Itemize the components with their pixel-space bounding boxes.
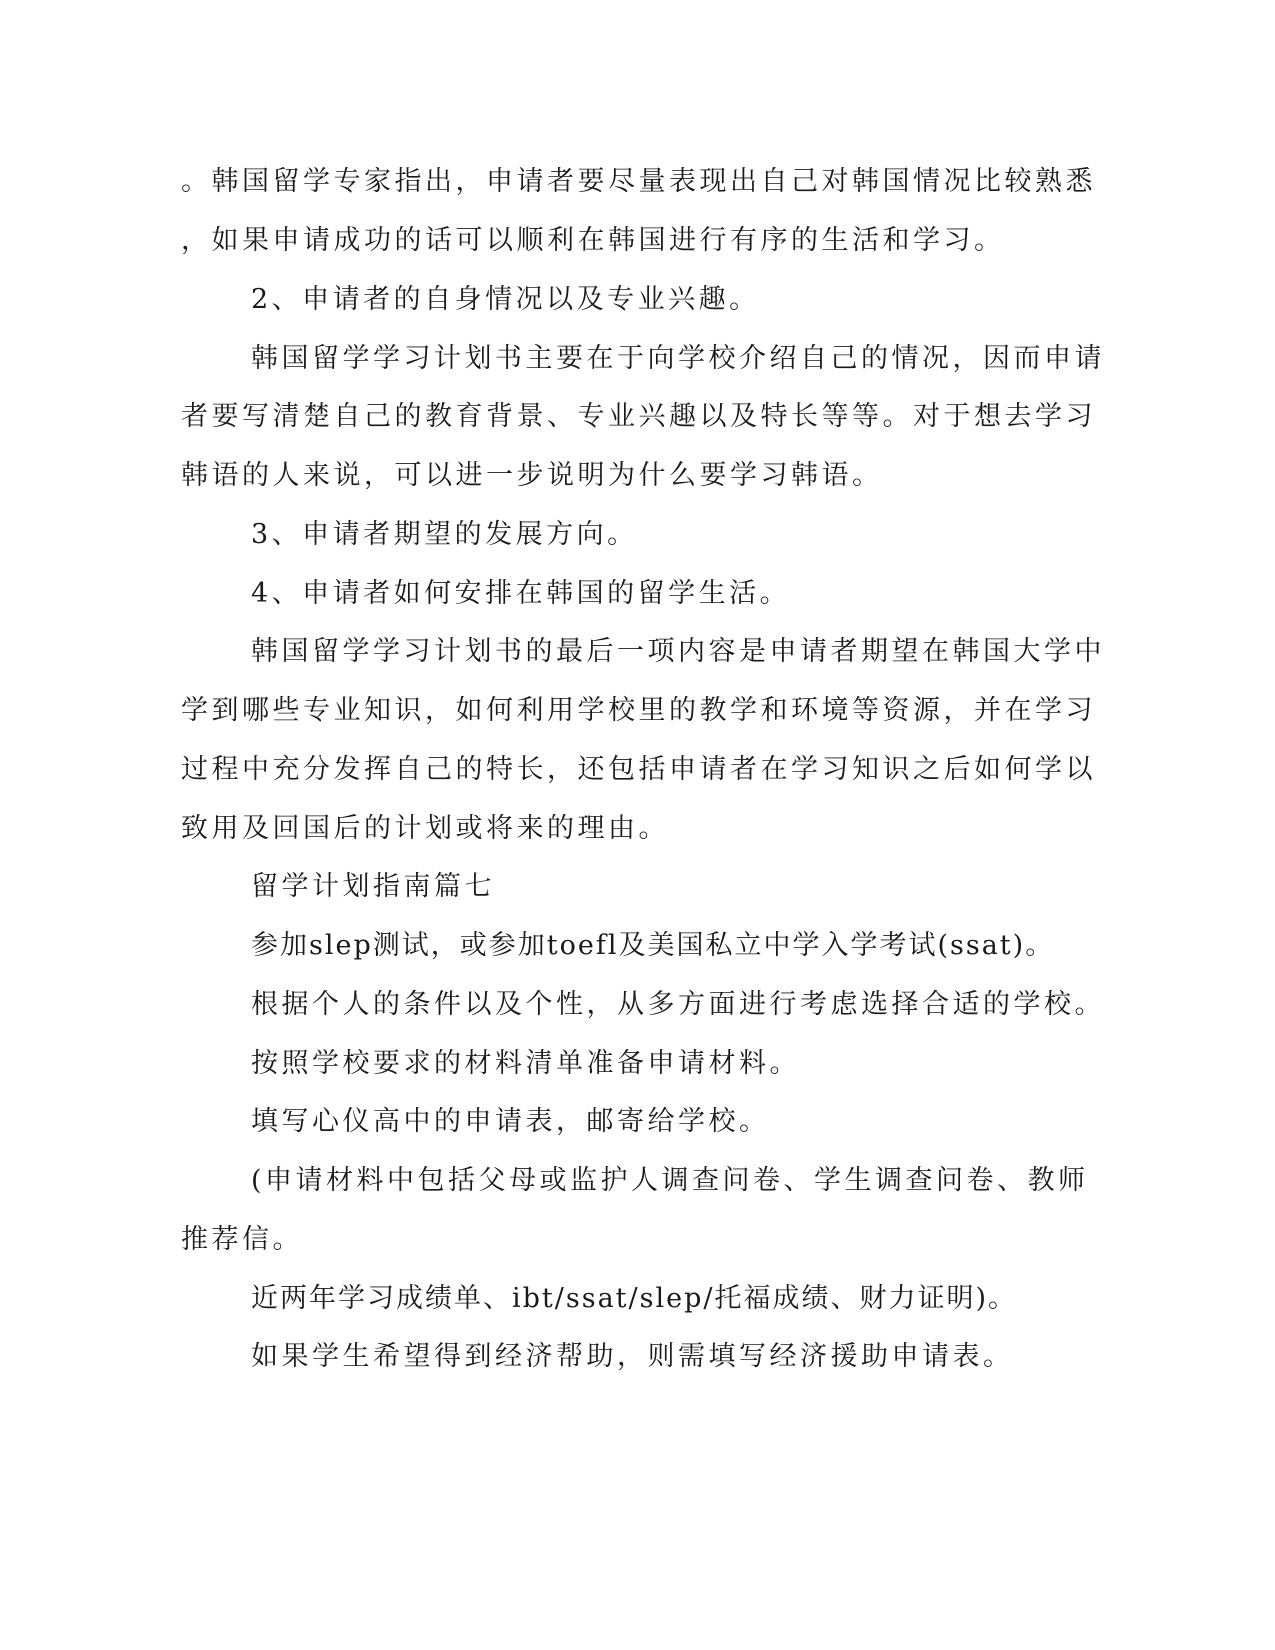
paragraph-line: 填写心仪高中的申请表，邮寄给学校。 bbox=[251, 1106, 770, 1137]
paragraph-line: 过程中充分发挥自己的特长，还包括申请者在学习知识之后如何学以 bbox=[181, 754, 1096, 785]
paragraph-line: 近两年学习成绩单、ibt/ssat/slep/托福成绩、财力证明)。 bbox=[251, 1283, 1018, 1314]
list-item: 4、申请者如何安排在韩国的留学生活。 bbox=[251, 578, 791, 609]
paragraph-line: (申请材料中包括父母或监护人调查问卷、学生调查问卷、教师 bbox=[251, 1165, 1089, 1196]
paragraph-line: 参加slep测试，或参加toefl及美国私立中学入学考试(ssat)。 bbox=[251, 930, 1055, 961]
text-line: ，如果申请成功的话可以顺利在韩国进行有序的生活和学习。 bbox=[181, 225, 1005, 256]
paragraph-line: 推荐信。 bbox=[181, 1224, 303, 1255]
list-item: 2、申请者的自身情况以及专业兴趣。 bbox=[251, 284, 760, 315]
paragraph-line: 者要写清楚自己的教育背景、专业兴趣以及特长等等。对于想去学习 bbox=[181, 401, 1096, 432]
paragraph-line: 致用及回国后的计划或将来的理由。 bbox=[181, 813, 669, 844]
paragraph-line: 学到哪些专业知识，如何利用学校里的教学和环境等资源，并在学习 bbox=[181, 695, 1096, 726]
paragraph-line: 如果学生希望得到经济帮助，则需填写经济援助申请表。 bbox=[251, 1341, 1014, 1372]
paragraph-line: 韩国留学学习计划书主要在于向学校介绍自己的情况，因而申请 bbox=[251, 343, 1105, 374]
paragraph-line: 根据个人的条件以及个性，从多方面进行考虑选择合适的学校。 bbox=[251, 989, 1105, 1020]
paragraph-line: 按照学校要求的材料清单准备申请材料。 bbox=[251, 1048, 800, 1079]
section-heading: 留学计划指南篇七 bbox=[251, 871, 495, 902]
text-line: 。韩国留学专家指出，申请者要尽量表现出自己对韩国情况比较熟悉 bbox=[181, 166, 1096, 197]
paragraph-line: 韩国留学学习计划书的最后一项内容是申请者期望在韩国大学中 bbox=[251, 636, 1105, 667]
paragraph-line: 韩语的人来说，可以进一步说明为什么要学习韩语。 bbox=[181, 460, 883, 491]
list-item: 3、申请者期望的发展方向。 bbox=[251, 519, 638, 550]
